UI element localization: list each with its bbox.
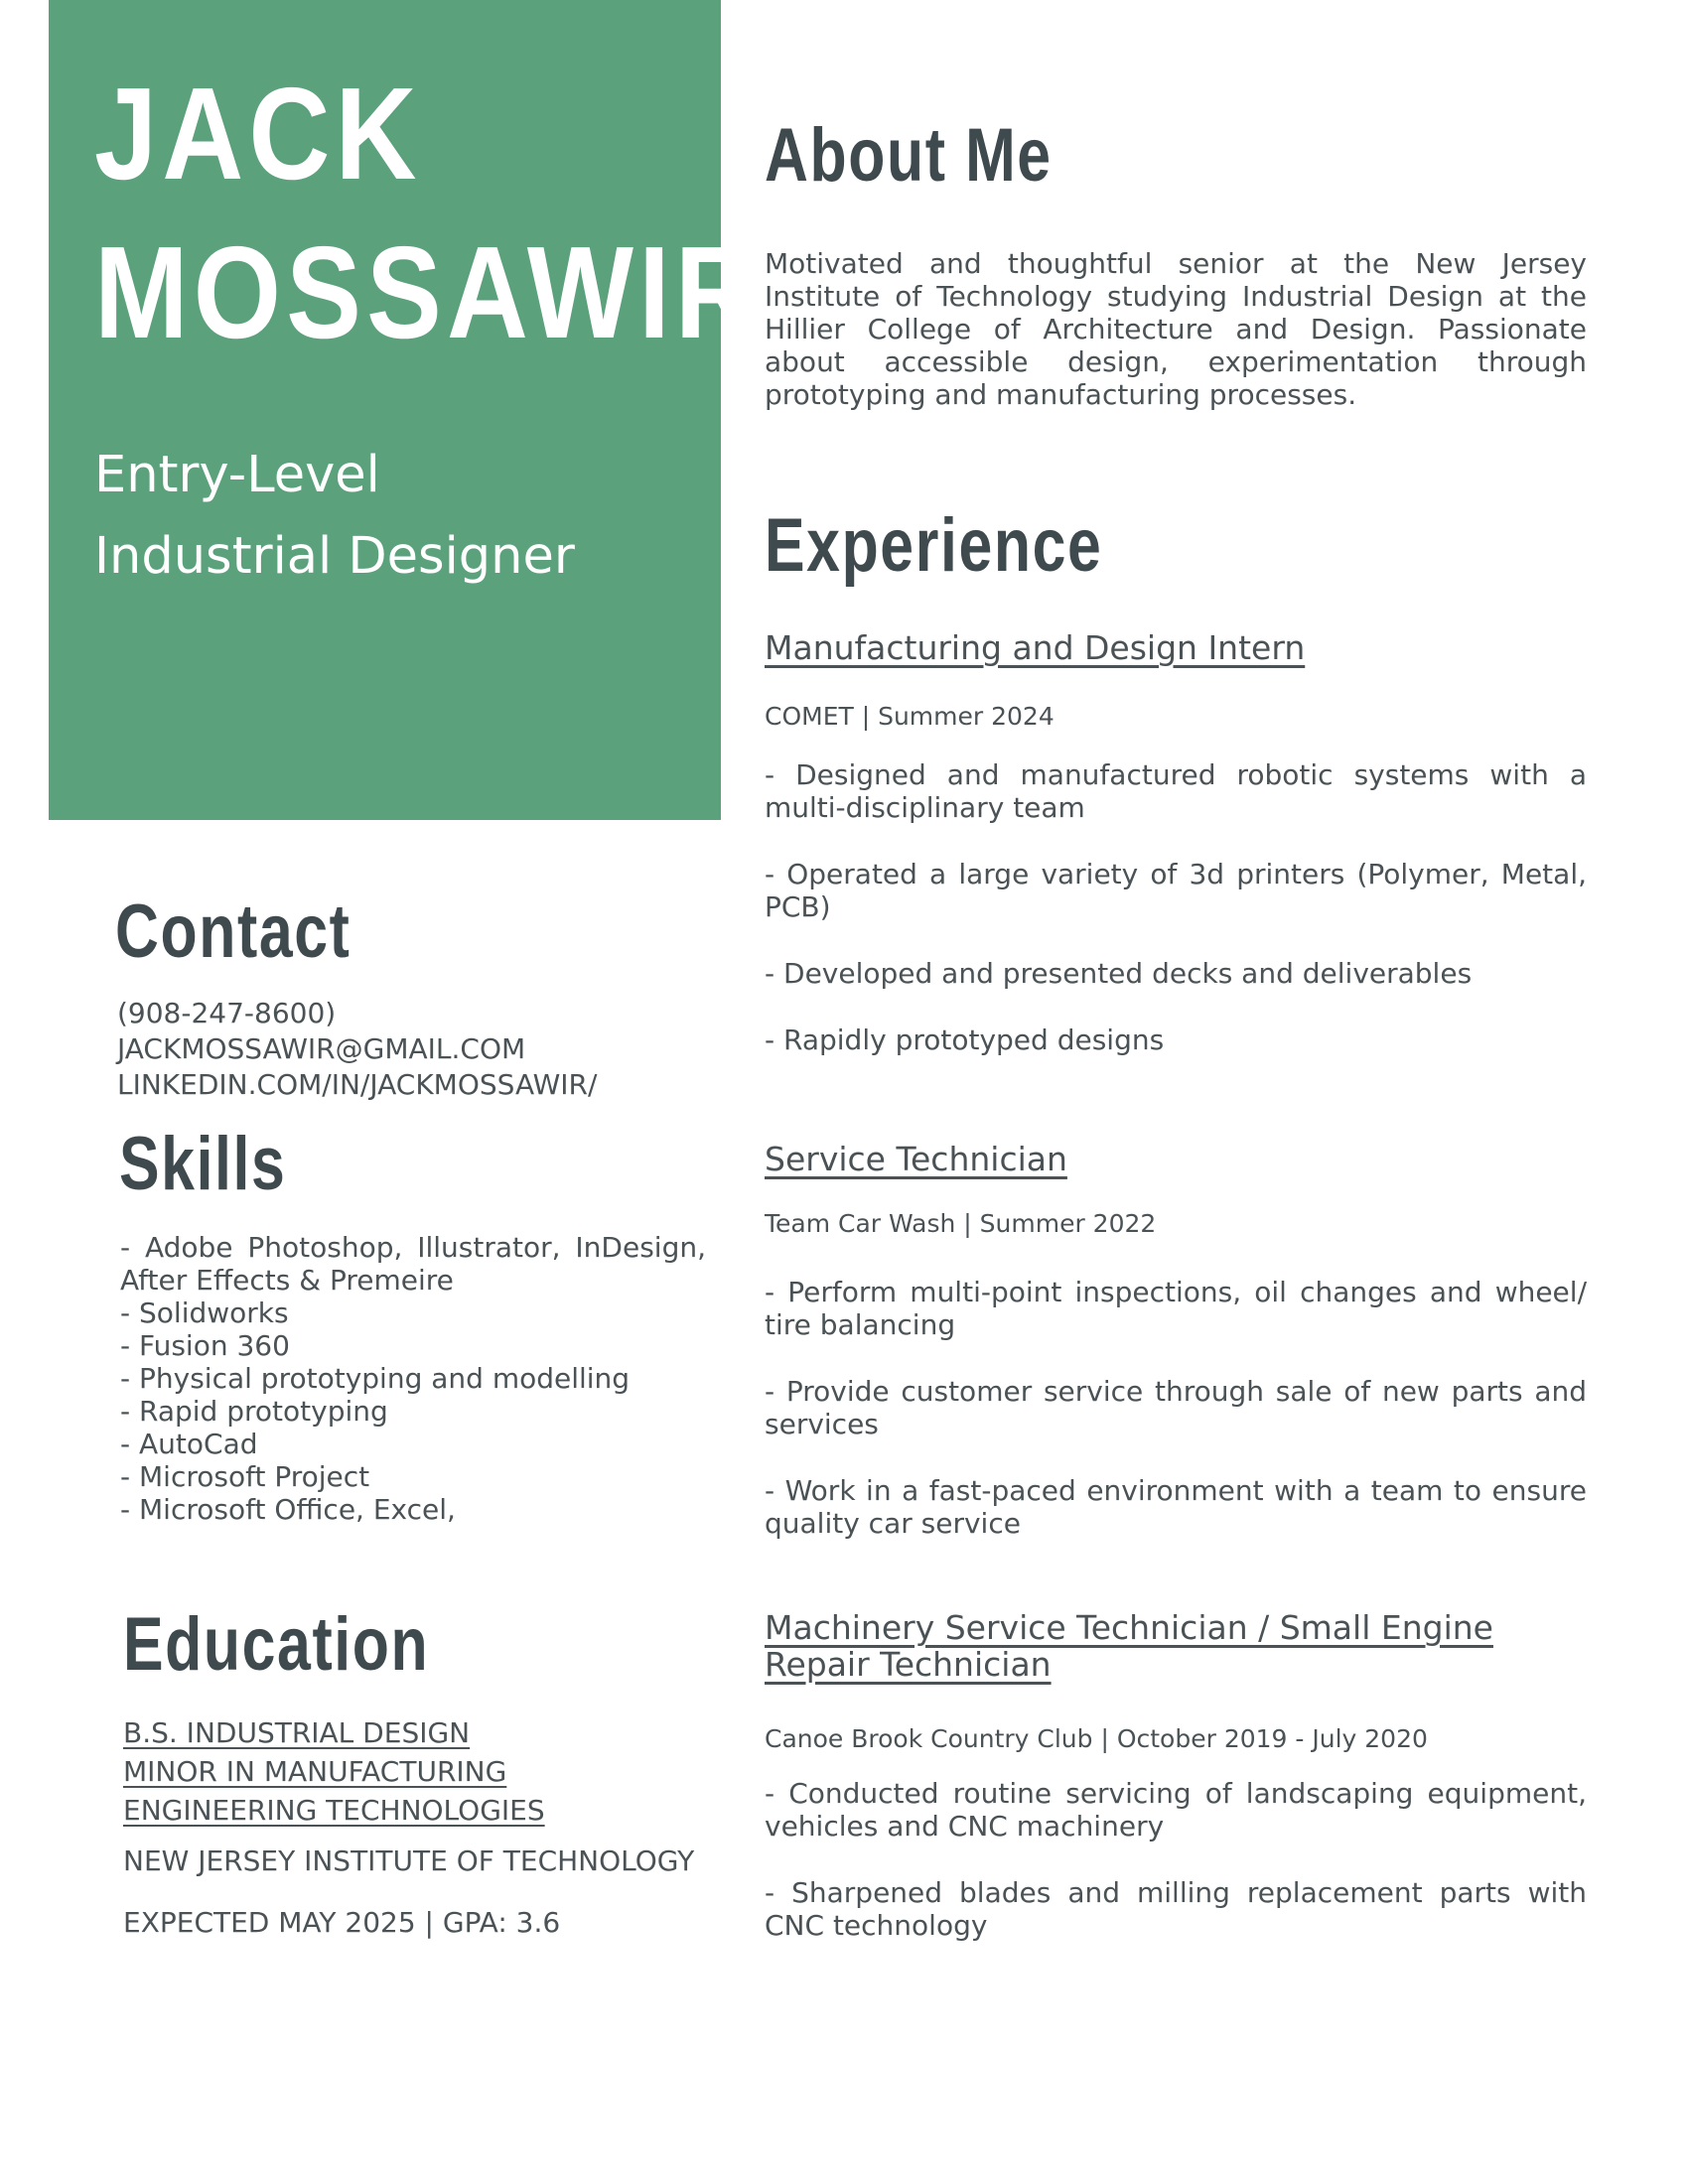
job-target	[94, 435, 575, 598]
contact-linkedin: LINKEDIN.COM/IN/JACKMOSSAWIR/	[117, 1068, 598, 1101]
job-title-2: Service Technician	[765, 1140, 1067, 1178]
candidate-name	[94, 55, 762, 372]
education-degree	[123, 1713, 545, 1830]
skill-item: - Solidworks	[120, 1297, 289, 1329]
degree-line-1: B.S. INDUSTRIAL DESIGN	[123, 1716, 471, 1749]
job-bullet: - Developed and presented decks and deliverables	[765, 957, 1473, 990]
header-banner	[49, 0, 762, 820]
education-heading: Education	[123, 1602, 430, 1687]
job-bullet: - Rapidly prototyped designs	[765, 1024, 1165, 1056]
skill-item: - Adobe Photoshop, Illustrator, InDesign, After Effects & Premeire	[120, 1231, 706, 1297]
job-meta-3: Canoe Brook Country Club | October 2019 - July 2020	[765, 1724, 1428, 1753]
skill-item: - Physical prototyping and modelling	[120, 1362, 631, 1395]
job-bullet: - Work in a fast-paced environment with a team to ensure quality car service	[765, 1474, 1587, 1540]
job-bullet: - Conducted routine servicing of landscaping equipment, vehicles and CNC machinery	[765, 1777, 1587, 1843]
skills-list	[120, 1231, 706, 1526]
skill-item: - Rapid prototyping	[120, 1395, 388, 1428]
job-bullet: - Sharpened blades and milling replacement parts with CNC technology	[765, 1876, 1587, 1942]
job-bullet: - Provide customer service through sale of new parts and services	[765, 1375, 1587, 1440]
job-title-1: Manufacturing and Design Intern	[765, 628, 1306, 667]
job-meta-1: COMET | Summer 2024	[765, 702, 1055, 731]
degree-line-2: MINOR IN MANUFACTURING	[123, 1755, 507, 1788]
job-bullet: - Operated a large variety of 3d printers (Polymer, Metal, PCB)	[765, 858, 1587, 923]
job-meta-2: Team Car Wash | Summer 2022	[765, 1209, 1157, 1238]
job-title-3	[765, 1609, 1493, 1683]
role-line-2: Industrial Designer	[94, 527, 575, 586]
contact-heading: Contact	[115, 889, 352, 974]
contact-email: JACKMOSSAWIR@GMAIL.COM	[117, 1032, 526, 1065]
job-bullet: - Perform multi-point inspections, oil changes and wheel/ tire balancing	[765, 1276, 1587, 1341]
contact-details	[117, 996, 597, 1103]
education-school: NEW JERSEY INSTITUTE OF TECHNOLOGY	[123, 1844, 695, 1877]
job-bullet: - Designed and manufactured robotic systems with a multi-disciplinary team	[765, 758, 1587, 824]
name-last: MOSSAWIR	[94, 219, 762, 365]
degree-line-3: ENGINEERING TECHNOLOGIES	[123, 1794, 545, 1827]
job-title-3-line-2: Repair Technician	[765, 1645, 1052, 1684]
job-title-3-line-1: Machinery Service Technician / Small Engine	[765, 1608, 1493, 1647]
about-heading: About Me	[765, 113, 1053, 198]
skill-item: - AutoCad	[120, 1428, 258, 1460]
education-expected: EXPECTED MAY 2025 | GPA: 3.6	[123, 1906, 561, 1939]
name-first: JACK	[94, 61, 422, 206]
experience-heading: Experience	[765, 503, 1103, 588]
skill-item: - Fusion 360	[120, 1329, 290, 1362]
skill-item: - Microsoft Project	[120, 1460, 370, 1493]
about-text: Motivated and thoughtful senior at the New Jersey Institute of Technology studying Industrial Design at the Hillier College of Architecture and Design. Passionate about accessible design, experimentation through prototyping and manufacturing processes.	[765, 247, 1587, 411]
skills-heading: Skills	[119, 1122, 287, 1206]
role-line-1: Entry-Level	[94, 446, 380, 504]
skill-item: - Microsoft Office, Excel,	[120, 1493, 456, 1526]
contact-phone: (908-247-8600)	[117, 997, 337, 1029]
